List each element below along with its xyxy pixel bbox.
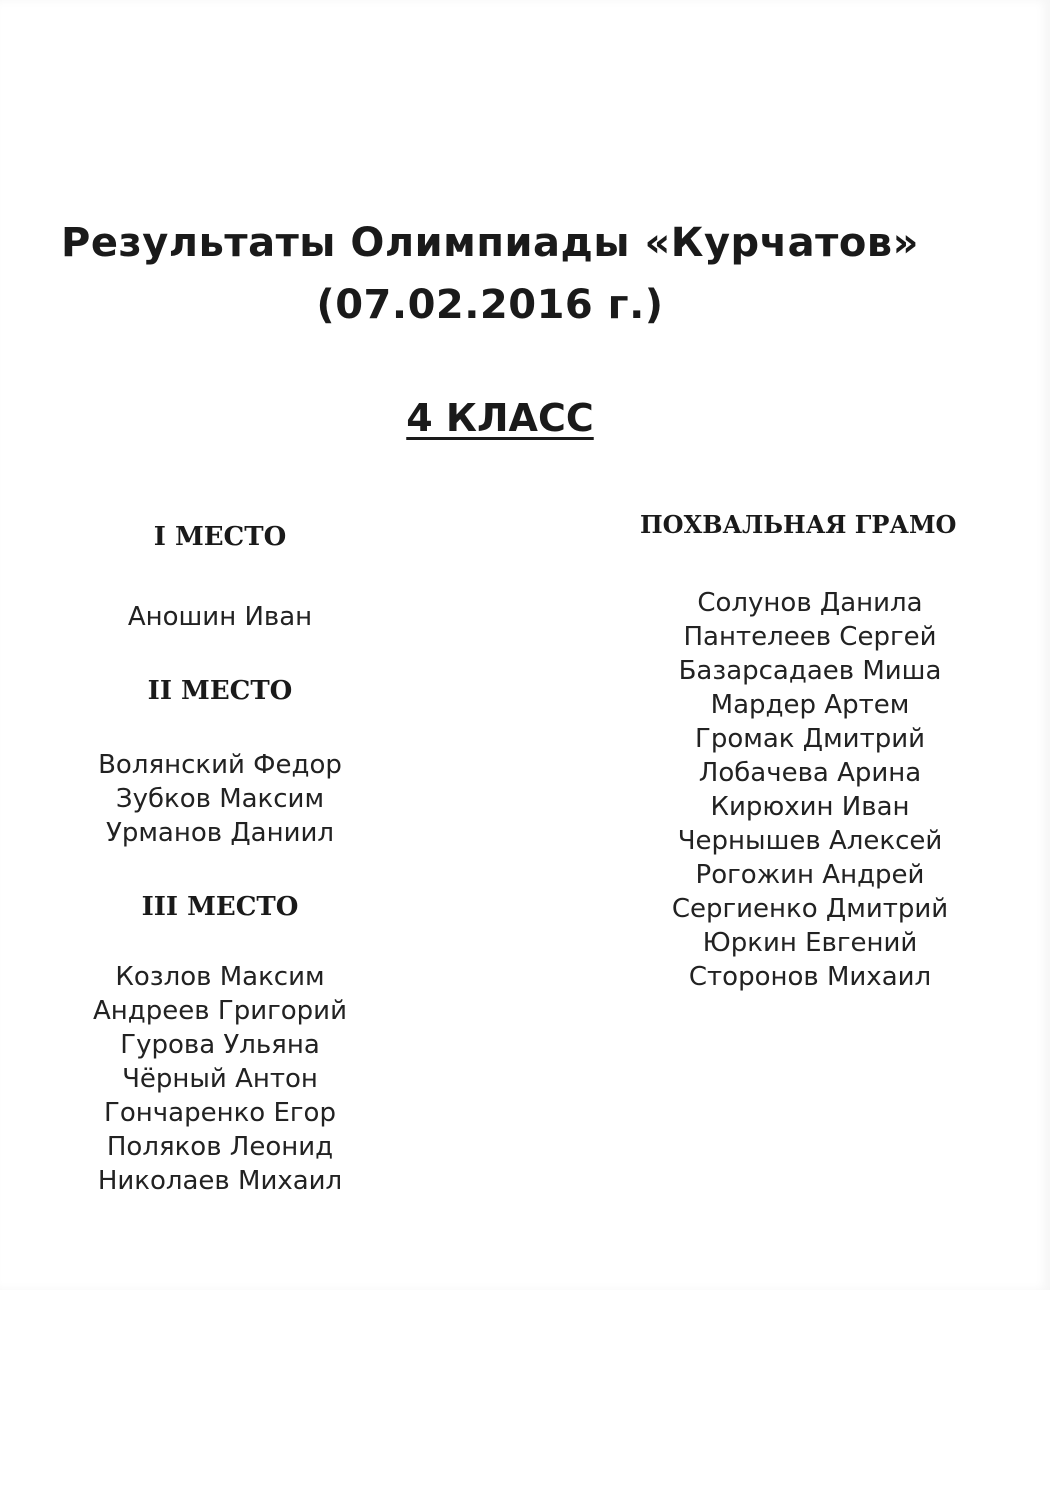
list-item: Поляков Леонид xyxy=(106,1132,334,1162)
document-title: Результаты Олимпиады «Курчатов» xyxy=(61,220,919,266)
second-place-list xyxy=(60,748,380,850)
first-place-heading: I МЕСТО xyxy=(153,522,287,552)
commendation-heading: ПОХВАЛЬНАЯ ГРАМО xyxy=(640,510,957,539)
document-date: (07.02.2016 г.) xyxy=(316,282,664,328)
list-item: Урманов Даниил xyxy=(105,818,335,848)
second-place-heading: II МЕСТО xyxy=(147,676,293,706)
list-item: Чёрный Антон xyxy=(122,1064,318,1094)
list-item: Николаев Михаил xyxy=(97,1166,343,1196)
commendation-list xyxy=(640,586,980,994)
list-item: Сторонов Михаил xyxy=(688,962,932,992)
list-item: Гончаренко Егор xyxy=(104,1098,336,1128)
third-place-heading: III МЕСТО xyxy=(141,892,299,922)
list-item: Пантелеев Сергей xyxy=(683,622,937,652)
list-item: Мардер Артем xyxy=(710,690,910,720)
list-item: Волянский Федор xyxy=(98,750,342,780)
list-item: Лобачева Арина xyxy=(698,758,922,788)
list-item: Андреев Григорий xyxy=(93,996,347,1026)
list-item: Кирюхин Иван xyxy=(710,792,910,822)
list-item: Юркин Евгений xyxy=(702,928,918,958)
list-item: Сергиенко Дмитрий xyxy=(671,894,949,924)
list-item: Базарсадаев Миша xyxy=(678,656,942,686)
list-item: Аношин Иван xyxy=(127,602,313,632)
list-item: Гурова Ульяна xyxy=(120,1030,320,1060)
first-place-list xyxy=(60,600,380,634)
list-item: Громак Дмитрий xyxy=(694,724,926,754)
class-heading: 4 КЛАСС xyxy=(406,396,594,440)
list-item: Зубков Максим xyxy=(115,784,325,814)
list-item: Рогожин Андрей xyxy=(695,860,925,890)
third-place-list xyxy=(60,960,380,1198)
list-item: Чернышев Алексей xyxy=(677,826,943,856)
list-item: Солунов Данила xyxy=(697,588,923,618)
list-item: Козлов Максим xyxy=(115,962,325,992)
